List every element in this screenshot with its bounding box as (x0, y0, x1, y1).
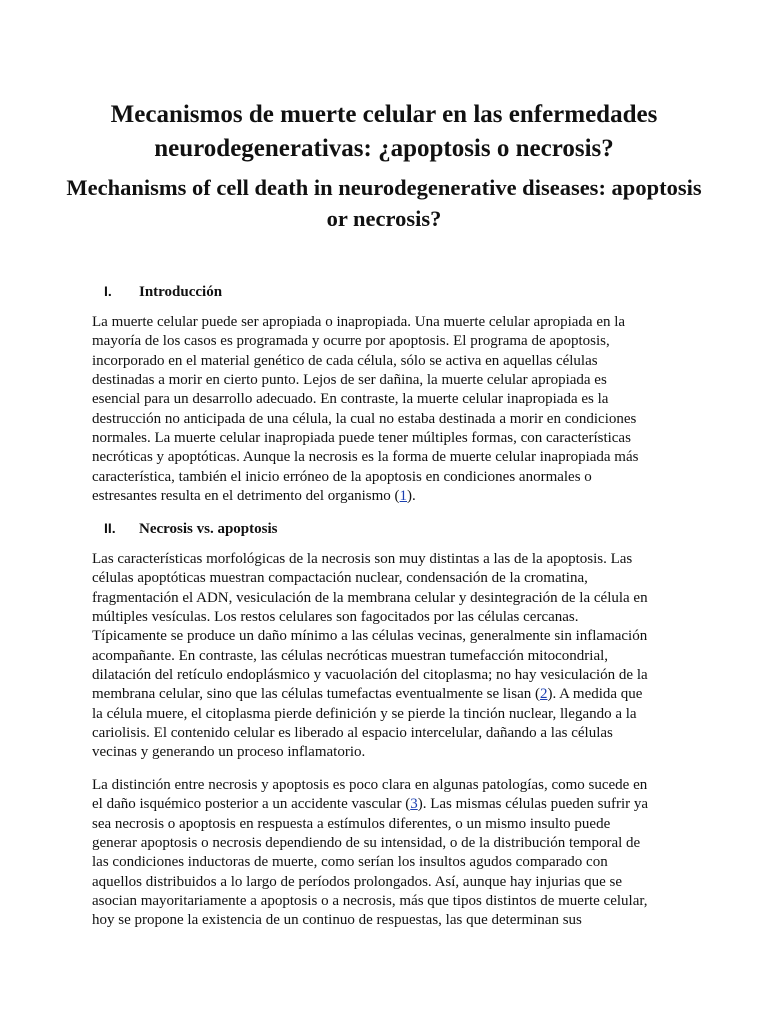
text-line: acompañante. En contraste, las células necróticas muestran tumefacción mitocondrial, (92, 647, 609, 664)
text-line: La muerte celular puede ser apropiada o inapropiada. Una muerte celular apropiada en la (92, 314, 626, 330)
text-fragment: membrana celular, sino que las células tumefactas eventualmente se lisan ( (92, 686, 540, 703)
text-line: incorporado en el material genético de cada célula, sólo se activa en aquellas células (92, 352, 598, 369)
text-line: normales. La muerte celular inapropiada puede tener múltiples formas, con características (92, 429, 631, 446)
text-line: hoy se propone la existencia de un continuo de respuestas, las que determinan sus (92, 912, 582, 929)
text-fragment: estresantes resulta en el detrimento del organismo ( (92, 487, 400, 504)
text-line: Típicamente se produce un daño mínimo a las células vecinas, generalmente sin inflamación (92, 628, 648, 645)
text-line (92, 487, 638, 506)
text-line: mayoría de los casos es programada y ocurre por apoptosis. El programa de apoptosis, (92, 333, 610, 350)
text-line (92, 795, 648, 814)
citation-link-3[interactable]: 3 (410, 796, 418, 813)
text-line: La distinción entre necrosis y apoptosis es poco clara en algunas patologías, como sucede en (92, 777, 648, 793)
section-title: Necrosis vs. apoptosis (139, 521, 278, 537)
text-line: esencial para un desarrollo adecuado. En contraste, la muerte celular inapropiada es la (92, 391, 609, 408)
section-heading-necrosis-vs-apoptosis (104, 518, 278, 539)
text-line: sea necrosis o apoptosis en respuesta a estímulos diferentes, o un mismo insulto puede (92, 815, 611, 832)
paragraph-necrosis-morfologia (92, 550, 648, 763)
citation-link-1[interactable]: 1 (399, 487, 408, 504)
text-line: múltiples vesículas. Los restos celulares son fagocitados por las células cercanas. (92, 608, 579, 625)
text-line: células apoptóticas muestran compactación nuclear, condensación de la cromatina, (92, 570, 588, 587)
text-fragment: el daño isquémico posterior a un accidente vascular ( (92, 796, 411, 813)
text-line: característica, también el inicio erróneo de la apoptosis en condiciones anormales o (92, 468, 592, 485)
text-line: vecinas y generando un proceso inflamatorio. (92, 744, 366, 761)
text-line: generar apoptosis o necrosis dependiendo de su intensidad, o de la distribución temporal de (92, 834, 641, 851)
section-number: I. (104, 283, 112, 299)
paragraph-distincion (92, 776, 648, 931)
text-line: necróticas y apoptóticas. Aunque la necrosis es la forma de muerte celular inapropiada más (92, 449, 639, 466)
text-fragment: ). (407, 487, 416, 504)
text-line: fragmentación el ADN, vesiculación de la membrana celular y desintegración de la célula en (92, 589, 648, 606)
paragraph-introduccion (92, 313, 638, 506)
title-spanish: Mecanismos de muerte celular en las enfermedades neurodegenerativas: ¿apoptosis o necrosis? (110, 101, 658, 162)
text-line: cariolisis. El contenido celular es liberado al espacio intercelular, dañando a las células (92, 724, 613, 741)
text-fragment: ). Las mismas células pueden sufrir ya (417, 796, 649, 813)
section-number: II. (104, 520, 116, 536)
text-line (92, 685, 648, 704)
title-english: Mechanisms of cell death in neurodegenerative diseases: apoptosis or necrosis? (66, 175, 702, 231)
text-line: la célula muere, el citoplasma pierde definición y se pierde la tinción nuclear, llegando a la (92, 705, 637, 722)
text-line: asocian mayoritariamente a apoptosis o a necrosis, más que tipos distintos de muerte celular, (92, 892, 648, 909)
text-fragment: ). A medida que (547, 686, 643, 703)
text-line: destrucción no anticipada de una célula, la cual no estaba destinada a morir en condiciones (92, 410, 637, 427)
text-line: destinadas a morir en cierto punto. Lejos de ser dañina, la muerte celular apropiada es (92, 371, 607, 388)
section-title: Introducción (139, 284, 223, 300)
text-line: Las características morfológicas de la necrosis son muy distintas a las de la apoptosis. Las (92, 551, 633, 567)
citation-link-2[interactable]: 2 (539, 686, 548, 703)
text-line: las condiciones inductoras de muerte, como serían los insultos agudos comparado con (92, 854, 608, 871)
text-line: dilatación del retículo endoplásmico y vacuolación del citoplasma; no hay vesiculación de la (92, 666, 648, 683)
text-line: aquellos distribuidos a lo largo de períodos prolongados. Así, aunque hay injurias que se (92, 873, 623, 890)
section-heading-introduccion (104, 281, 222, 302)
